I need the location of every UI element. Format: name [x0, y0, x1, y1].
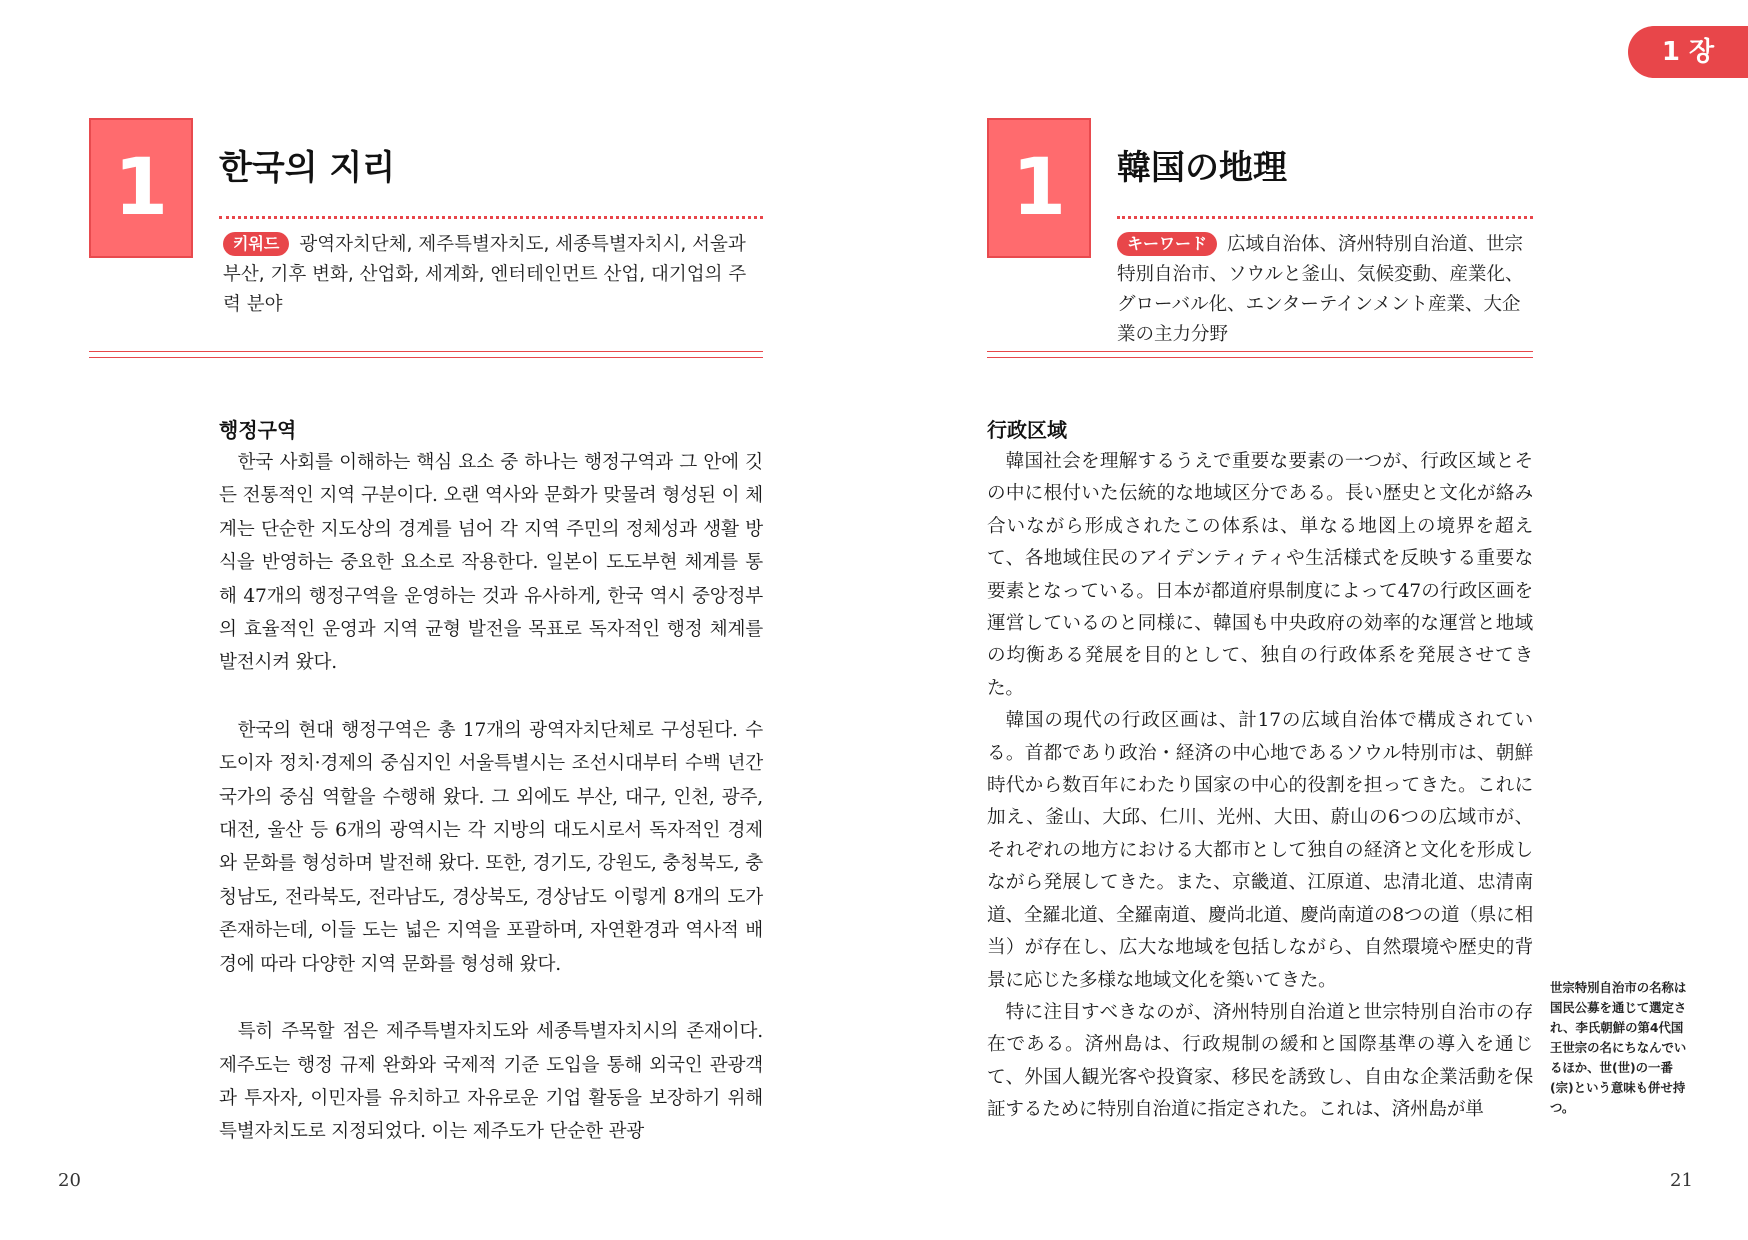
page-number: 20	[58, 1170, 81, 1191]
chapter-tab: 1 장	[1628, 26, 1748, 78]
double-rule	[987, 351, 1533, 358]
paragraph: 特に注目すべきなのが、済州特別自治道と世宗特別自治市の存在である。済州島は、行政規制の緩和と国際基準の導入を通じて、外国人観光客や投資家、移民を誘致し、自由な企業活動を保証するために特別自治道に指定された。これは、済州島が単	[987, 1001, 1533, 1121]
section-title: 한국의 지리	[219, 148, 396, 188]
dotted-divider	[219, 216, 763, 219]
keyword-list: 広域自治体、済州特別自治道、世宗特別自治市、ソウルと釜山、気候変動、産業化、グローバル化、エンターテインメント産業、大企業の主力分野	[1117, 234, 1524, 345]
keyword-badge: キーワード	[1117, 232, 1217, 256]
section-number-box: 1	[89, 118, 193, 258]
body-text	[219, 446, 763, 1149]
keyword-block	[223, 230, 763, 320]
keyword-badge: 키워드	[223, 232, 289, 256]
subheading: 行政区域	[987, 418, 1067, 442]
paragraph: 한국의 현대 행정구역은 총 17개의 광역자치단체로 구성된다. 수도이자 정치·경제의 중심지인 서울특별시는 조선시대부터 수백 년간 국가의 중심 역할을 수행해 왔다. 그 외에도 부산, 대구, 인천, 광주, 대전, 울산 등 6개의 광역시는 각 지방의 대도시로서 독자적인 경제와 문화를 형성하며 발전해 왔다. 또한, 경기도, 강원도, 충청북도, 충청남도, 전라북도, 전라남도, 경상북도, 경상남도 이렇게 8개의 도가 존재하는데, 이들 도는 넓은 지역을 포괄하며, 자연환경과 역사적 배경에 따라 다양한 지역 문화를 형성해 왔다.	[219, 719, 763, 975]
keyword-list: 광역자치단체, 제주특별자치도, 세종특별자치시, 서울과 부산, 기후 변화, 산업화, 세계화, 엔터테인먼트 산업, 대기업의 주력 분야	[223, 234, 747, 315]
dotted-divider	[1117, 216, 1533, 219]
body-text	[987, 446, 1533, 1127]
subheading: 행정구역	[219, 418, 297, 442]
paragraph: 한국 사회를 이해하는 핵심 요소 중 하나는 행정구역과 그 안에 깃든 전통적인 지역 구분이다. 오랜 역사와 문화가 맞물려 형성된 이 체계는 단순한 지도상의 경계를 넘어 각 지역 주민의 정체성과 생활 방식을 반영하는 중요한 요소로 작용한다. 일본이 도도부현 체계를 통해 47개의 행정구역을 운영하는 것과 유사하게, 한국 역시 중앙정부의 효율적인 운영과 지역 균형 발전을 목표로 독자적인 행정 체계를 발전시켜 왔다.	[219, 452, 763, 674]
page-number: 21	[1670, 1170, 1693, 1191]
paragraph: 특히 주목할 점은 제주특별자치도와 세종특별자치시의 존재이다. 제주도는 행정 규제 완화와 국제적 기준 도입을 통해 외국인 관광객과 투자자, 이민자를 유치하고 자유로운 기업 활동을 보장하기 위해 특별자치도로 지정되었다. 이는 제주도가 단순한 관광	[219, 1021, 763, 1143]
section-number-box: 1	[987, 118, 1091, 258]
side-note: 世宗特別自治市の名称は国民公募を通じて選定され、李氏朝鮮の第4代国王世宗の名にちなんでいるほか、世(世)の一番(宗)という意味も併せ持つ。	[1550, 980, 1687, 1115]
keyword-block	[1117, 230, 1535, 350]
paragraph: 韓国社会を理解するうえで重要な要素の一つが、行政区域とその中に根付いた伝統的な地域区分である。長い歴史と文化が絡み合いながら形成されたこの体系は、単なる地図上の境界を超えて、各地域住民のアイデンティティや生活様式を反映する重要な要素となっている。日本が都道府県制度によって47の行政区画を運営しているのと同様に、韓国も中央政府の効率的な運営と地域の均衡ある発展を目的として、独自の行政体系を発展させてきた。	[987, 451, 1533, 699]
double-rule	[89, 351, 763, 358]
paragraph: 韓国の現代の行政区画は、計17の広域自治体で構成されている。首都であり政治・経済の中心地であるソウル特別市は、朝鮮時代から数百年にわたり国家の中心的役割を担ってきた。これに加え、釜山、大邱、仁川、光州、大田、蔚山の6つの広域市が、それぞれの地方における大都市として独自の経済と文化を形成しながら発展してきた。また、京畿道、江原道、忠清北道、忠清南道、全羅北道、全羅南道、慶尚北道、慶尚南道の8つの道（県に相当）が存在し、広大な地域を包括しながら、自然環境や歴史的背景に応じた多様な地域文化を築いてきた。	[987, 710, 1533, 991]
section-title: 韓国の地理	[1117, 148, 1287, 188]
